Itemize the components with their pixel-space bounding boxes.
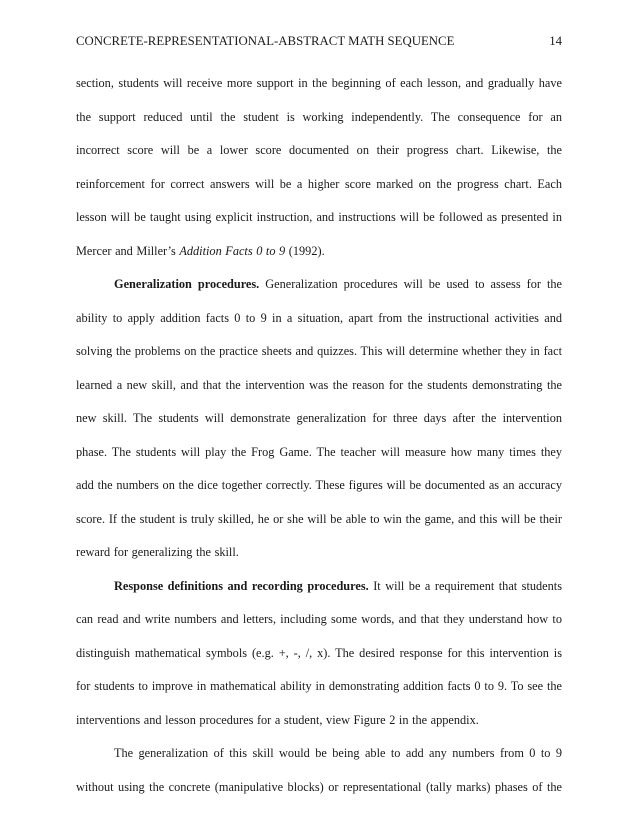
body-line: The generalization of this skill would be being able to add any numbers from 0 to 9 bbox=[114, 746, 562, 760]
body-text: It will be a requirement that students bbox=[368, 578, 562, 593]
page-number: 14 bbox=[549, 34, 562, 48]
section-heading-response-definitions: Response definitions and recording procedures. bbox=[114, 578, 369, 593]
body-line: for students to improve in mathematical ability in demonstrating addition facts 0 to 9. To see the bbox=[76, 679, 562, 693]
citation-lead-text: Mercer and Miller’s bbox=[76, 243, 180, 258]
body-line-with-heading bbox=[76, 276, 562, 310]
book-title: Addition Facts 0 to 9 bbox=[179, 243, 286, 258]
body-line: section, students will receive more support in the beginning of each lesson, and gradually have bbox=[76, 76, 562, 90]
citation-year: (1992). bbox=[285, 243, 325, 258]
body-line: the support reduced until the student is working independently. The consequence for an bbox=[76, 109, 562, 124]
body-line: lesson will be taught using explicit instruction, and instructions will be followed as presented in bbox=[76, 210, 562, 224]
body-line: learned a new skill, and that the intervention was the reason for the students demonstrating the bbox=[76, 377, 562, 392]
body-line: reinforcement for correct answers will be a higher score marked on the progress chart. Each bbox=[76, 176, 562, 191]
body-line: without using the concrete (manipulative blocks) or representational (tally marks) phases of the bbox=[76, 779, 562, 794]
body-line: score. If the student is truly skilled, he or she will be able to win the game, and this will be their bbox=[76, 511, 562, 526]
body-line: ability to apply addition facts 0 to 9 in a situation, apart from the instructional activities and bbox=[76, 310, 562, 325]
body-line: phase. The students will play the Frog Game. The teacher will measure how many times they bbox=[76, 444, 562, 459]
document-body bbox=[76, 75, 562, 812]
body-line: new skill. The students will demonstrate generalization for three days after the intervention bbox=[76, 411, 562, 425]
body-text: Generalization procedures will be used to assess for the bbox=[259, 277, 563, 291]
body-line-with-citation bbox=[76, 243, 562, 277]
body-line: add the numbers on the dice together correctly. These figures will be documented as an accuracy bbox=[76, 478, 562, 492]
running-head: CONCRETE-REPRESENTATIONAL-ABSTRACT MATH SEQUENCE bbox=[76, 34, 455, 48]
section-heading-generalization: Generalization procedures. bbox=[114, 277, 260, 291]
body-line: interventions and lesson procedures for a student, view Figure 2 in the appendix. bbox=[76, 712, 479, 727]
body-line-with-heading bbox=[76, 578, 562, 612]
page-header bbox=[76, 34, 562, 54]
body-line: incorrect score will be a lower score documented on their progress chart. Likewise, the bbox=[76, 143, 562, 157]
body-line: solving the problems on the practice sheets and quizzes. This will determine whether they in fact bbox=[76, 344, 562, 358]
body-line: can read and write numbers and letters, including some words, and that they understand how to bbox=[76, 612, 562, 626]
body-line: distinguish mathematical symbols (e.g. +, -, /, x). The desired response for this intervention is bbox=[76, 645, 562, 660]
body-line: reward for generalizing the skill. bbox=[76, 545, 239, 559]
